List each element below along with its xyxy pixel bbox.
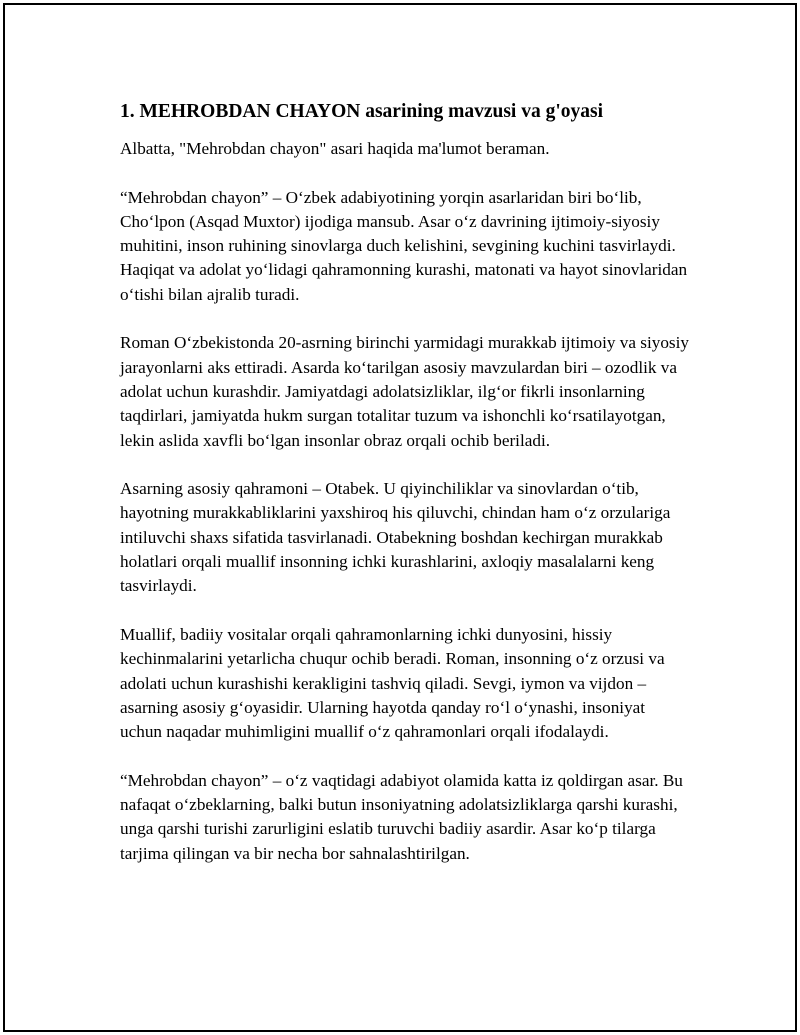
document-body <box>120 99 690 890</box>
paragraph-conclusion: “Mehrobdan chayon” – o‘z vaqtidagi adabiyot olamida katta iz qoldirgan asar. Bu nafaqat o‘zbeklarning, balki butun insoniyatning adolatsizliklarga qarshi kurashi, unga qarshi turishi zarurligini eslatib turuvchi badiiy asardir. Asar ko‘p tilarga tarjima qilingan va bir necha bor sahnalashtirilgan. <box>120 770 683 863</box>
document-title: 1. MEHROBDAN CHAYON asarining mavzusi va g'oyasi <box>120 101 604 122</box>
paragraph-themes: Roman O‘zbekistonda 20-asrning birinchi yarmidagi murakkab ijtimoiy va siyosiy jarayonlarni aks ettiradi. Asarda ko‘tarilgan asosiy mavzulardan biri – ozodlik va adolat uchun kurashdir. Jamiyatdagi adolatsizliklar, ilg‘or fikrli insonlarning taqdirlari, jamiyatda hukm surgan totalitar tuzum va ishonchli ko‘rsatilayotgan, lekin aslida xavfli bo‘lgan insonlar obraz orqali ochib beriladi. <box>120 333 689 450</box>
page-frame <box>3 3 797 1032</box>
intro-paragraph: Albatta, "Mehrobdan chayon" asari haqida ma'lumot beraman. <box>120 139 550 158</box>
paragraph-idea: Muallif, badiiy vositalar orqali qahramonlarning ichki dunyosini, hissiy kechinmalarini yetarlicha chuqur ochib beradi. Roman, insonning o‘z orzusi va adolati uchun kurashishi kerakligini tashviq qiladi. Sevgi, iymon va vijdon – asarning asosiy g‘oyasidir. Ularning hayotda qanday ro‘l o‘ynashi, insoniyat uchun naqadar muhimligini muallif o‘z qahramonlari orqali ifodalaydi. <box>120 624 665 742</box>
paragraph-protagonist: Asarning asosiy qahramoni – Otabek. U qiyinchiliklar va sinovlardan o‘tib, hayotning murakkabliklarini yaxshiroq his qiluvchi, chindan ham o‘z orzulariga intiluvchi shaxs sifatida tasvirlanadi. Otabekning boshdan kechirgan murakkab holatlari orqali muallif insonning ichki kurashlarini, axloqiy masalalarni keng tasvirlaydi. <box>120 479 671 596</box>
paragraph-overview: “Mehrobdan chayon” – O‘zbek adabiyotining yorqin asarlaridan biri bo‘lib, Cho‘lpon (Asqad Muxtor) ijodiga mansub. Asar o‘z davrining ijtimoiy-siyosiy muhitini, inson ruhining sinovlarga duch kelishini, sevgining kuchini tasvirlaydi. Haqiqat va adolat yo‘lidagi qahramonning kurashi, matonati va hayot sinovlaridan o‘tishi bilan ajralib turadi. <box>120 187 688 304</box>
